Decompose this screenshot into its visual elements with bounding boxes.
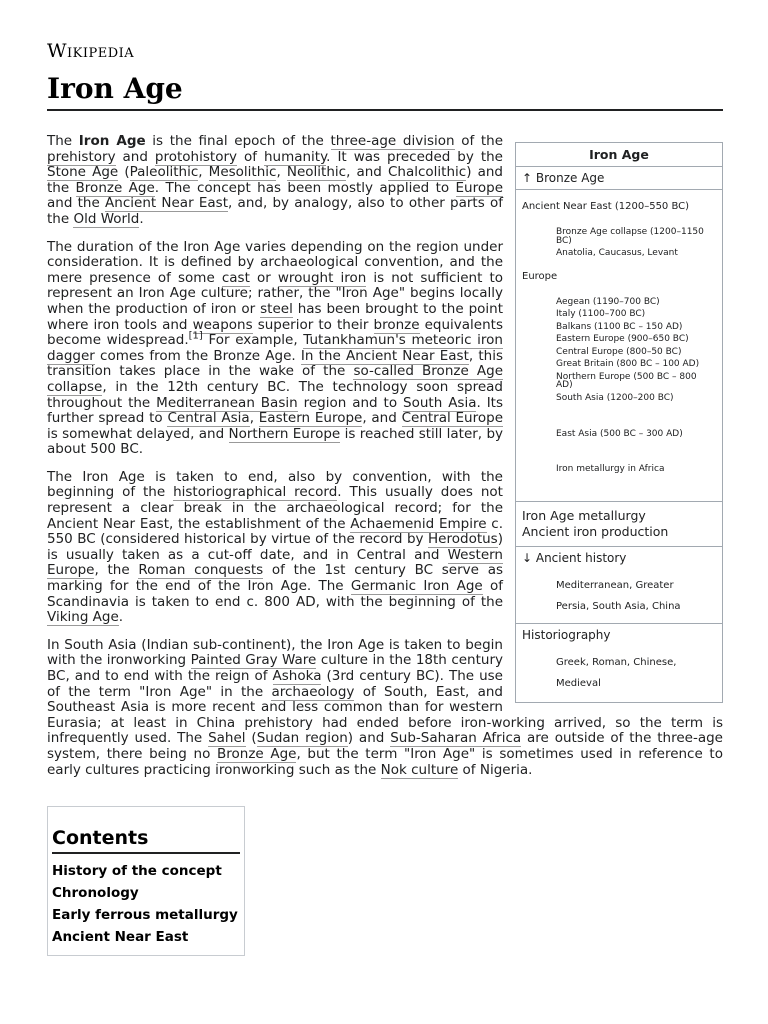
infobox-historiography-link[interactable]: Historiography (522, 628, 611, 642)
paragraph: In South Asia (Indian sub-continent), the Iron Age is taken to begin with the ironworking Painted Gray Ware culture in the 18th century BC, and to end with the reign of Ashoka (3rd century BC). The use of the term "Iron Age" in the archaeology of South, East, and Southeast Asia is more recent and less common than for western Eurasia; at least in China prehistory had ended before iron-working arrived, so the term is infrequently used. The Sahel (Sudan region) and Sub-Saharan Africa are outside of the three-age system, there being no Bronze Age, but the term "Iron Age" is sometimes used in reference to early cultures practicing ironworking such as the Nok culture of Nigeria. (47, 636, 723, 778)
infobox-next-section (516, 547, 722, 624)
toc-item[interactable]: Early ferrous metallurgy (52, 907, 238, 923)
wikipedia-logo[interactable]: Wikipedia (47, 40, 135, 62)
infobox-subitem[interactable]: Iron metallurgy in Africa (516, 455, 722, 503)
paragraph: The Iron Age is taken to end, also by convention, with the beginning of the historiographical record. This usually does not represent a clear break in the archaeological record; for the Ancient Near East, the establishment of the Achaemenid Empire c. 550 BC (considered historical by virtue of the record by Herodotus) is usually taken as a cut-off date, and in Central and Western Europe, the Roman conquests of the 1st century BC serve as marking for the end of the Iron Age. The Germanic Iron Age of Scandinavia is taken to end c. 800 AD, with the beginning of the Viking Age. (47, 468, 503, 626)
infobox-subitem[interactable]: Greek, Roman, Chinese, (556, 657, 677, 668)
infobox-subitem[interactable]: Aegean (1190–700 BC) (556, 296, 660, 307)
infobox-subitem[interactable]: Eastern Europe (900–650 BC) (556, 334, 689, 344)
infobox-subitem[interactable]: Persia, South Asia, China (556, 601, 681, 612)
infobox-subitem[interactable]: Anatolia, Caucasus, Levant (556, 248, 678, 258)
infobox-subitem[interactable]: Mediterranean, Greater (556, 580, 674, 591)
article-body (47, 134, 723, 790)
infobox-title: Iron Age (516, 143, 722, 167)
infobox-link[interactable]: Ancient iron production (522, 524, 669, 539)
paragraph: The duration of the Iron Age varies depending on the region under consideration. It is defined by archaeological convention, and the mere presence of some cast or wrought iron is not sufficient to represent an Iron Age culture; rather, the "Iron Age" begins locally when the production of iron or steel has been brought to the point where iron tools and weapons superior to their bronze equivalents become widespread.[1] For example, Tutankhamun's meteoric iron dagger comes from the Bronze Age. In the Ancient Near East, this transition takes place in the wake of the so-called Bronze Age collapse, in the 12th century BC. The technology soon spread throughout the Mediterranean Basin region and to South Asia. Its further spread to Central Asia, Eastern Europe, and Central Europe is somewhat delayed, and Northern Europe is reached still later, by about 500 BC. (47, 238, 504, 458)
toc-item[interactable]: Ancient Near East (52, 929, 189, 945)
infobox-region[interactable]: Europe (522, 270, 558, 282)
infobox-prev-link[interactable]: ↑ Bronze Age (516, 167, 722, 190)
infobox-subitem[interactable]: Italy (1100–700 BC) (556, 309, 646, 319)
toc-item[interactable]: Chronology (52, 885, 139, 901)
infobox (515, 142, 723, 703)
infobox-metallurgy (516, 502, 722, 547)
infobox-subitem[interactable]: Central Europe (800–50 BC) (556, 346, 682, 357)
infobox-link[interactable]: Iron Age metallurgy (522, 508, 646, 523)
infobox-next-link[interactable]: ↓ Ancient history (522, 551, 627, 565)
page-title: Iron Age (47, 72, 723, 111)
infobox-subitem[interactable]: Medieval (556, 678, 601, 689)
infobox-subitem[interactable]: South Asia (1200–200 BC) (556, 392, 674, 403)
infobox-region[interactable]: Ancient Near East (1200–550 BC) (522, 201, 690, 212)
infobox-subitem[interactable]: Northern Europe (500 BC – 800 AD) (556, 371, 697, 390)
table-of-contents (47, 806, 245, 956)
toc-item[interactable]: History of the concept (52, 863, 222, 879)
infobox-subitem[interactable]: East Asia (500 BC – 300 AD) (556, 429, 683, 439)
paragraph: The Iron Age is the final epoch of the three-age division of the prehistory and protohistory of humanity. It was preceded by the Stone Age (Paleolithic, Mesolithic, Neolithic, and Chalcolithic) and the Bronze Age. The concept has been mostly applied to Europe and the Ancient Near East, and, by analogy, also to other parts of the Old World. (47, 133, 504, 227)
infobox-subitem[interactable]: Balkans (1100 BC – 150 AD) (556, 321, 683, 332)
toc-title: Contents (52, 827, 240, 854)
infobox-subitem[interactable]: Great Britain (800 BC – 100 AD) (556, 359, 700, 369)
infobox-subitem[interactable]: Bronze Age collapse (1200–1150 BC) (556, 227, 704, 246)
infobox-historiography-section (516, 624, 722, 702)
